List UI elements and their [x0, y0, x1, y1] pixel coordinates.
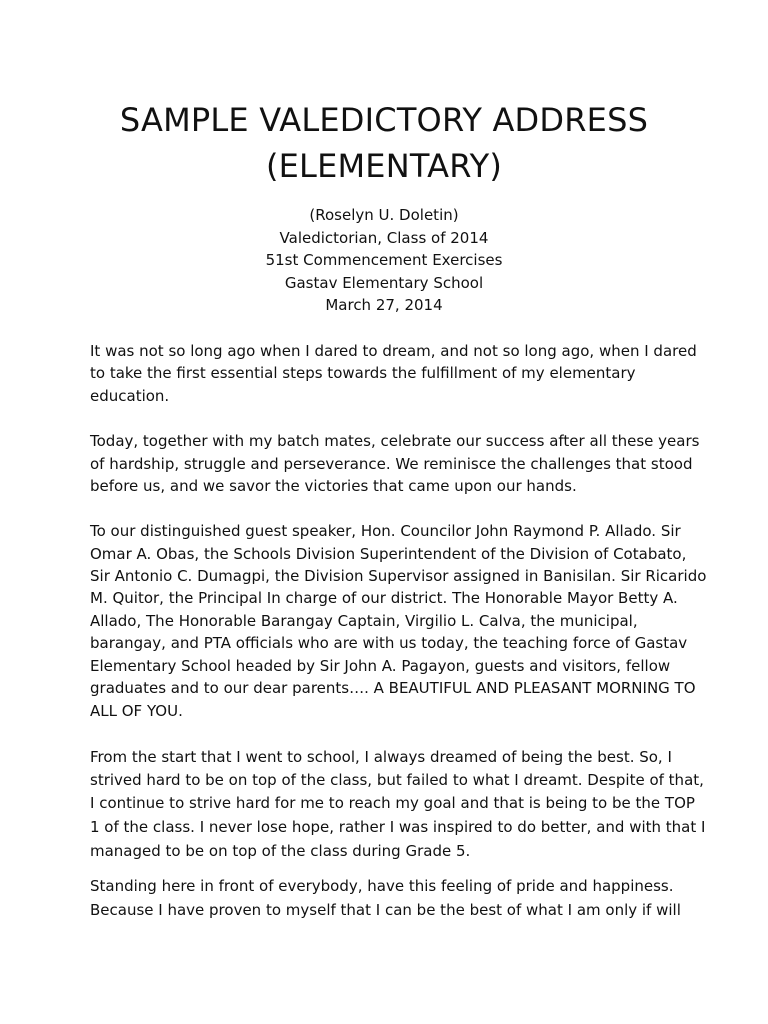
paragraph-4-line: From the start that I went to school, I always dreamed of being the best. So, I	[90, 748, 672, 766]
paragraph-1-line: It was not so long ago when I dared to dream, and not so long ago, when I dared	[90, 342, 697, 360]
paragraph-1-line: to take the first essential steps towards the fulfillment of my elementary	[90, 364, 636, 382]
paragraph-3-line: Sir Antonio C. Dumagpi, the Division Supervisor assigned in Banisilan. Sir Ricarido	[90, 567, 707, 585]
author-role: Valedictorian, Class of 2014	[279, 229, 489, 247]
paragraph-3-line: graduates and to our dear parents…. A BEAUTIFUL AND PLEASANT MORNING TO	[90, 679, 696, 697]
paragraph-4-line: 1 of the class. I never lose hope, rather I was inspired to do better, and with that I	[90, 818, 706, 836]
paragraph-3-line: barangay, and PTA officials who are with us today, the teaching force of Gastav	[90, 634, 688, 652]
paragraph-3-line: Omar A. Obas, the Schools Division Superintendent of the Division of Cotabato,	[90, 545, 687, 563]
paragraph-4-line: managed to be on top of the class during Grade 5.	[90, 842, 471, 860]
paragraph-5-line: Because I have proven to myself that I can be the best of what I am only if will	[90, 901, 681, 919]
document-title-line-1: SAMPLE VALEDICTORY ADDRESS	[119, 101, 649, 139]
event-date: March 27, 2014	[325, 296, 443, 314]
author-name: (Roselyn U. Doletin)	[309, 206, 459, 224]
paragraph-2-line: before us, and we savor the victories that came upon our hands.	[90, 477, 577, 495]
paragraph-2-line: Today, together with my batch mates, celebrate our success after all these years	[90, 432, 700, 450]
event-name: 51st Commencement Exercises	[265, 251, 503, 269]
school-name: Gastav Elementary School	[284, 274, 484, 292]
paragraph-3-line: M. Quitor, the Principal In charge of our district. The Honorable Mayor Betty A.	[90, 589, 678, 607]
paragraph-3-line: To our distinguished guest speaker, Hon. Councilor John Raymond P. Allado. Sir	[90, 522, 681, 540]
paragraph-3-line: Allado, The Honorable Barangay Captain, Virgilio L. Calva, the municipal,	[90, 612, 638, 630]
paragraph-3-line: ALL OF YOU.	[90, 702, 183, 720]
paragraph-5-line: Standing here in front of everybody, have this feeling of pride and happiness.	[90, 877, 674, 895]
paragraph-2-line: of hardship, struggle and perseverance. We reminisce the challenges that stood	[90, 455, 693, 473]
paragraph-1-line: education.	[90, 387, 170, 405]
paragraph-4-line: I continue to strive hard for me to reach my goal and that is being to be the TOP	[90, 794, 695, 812]
paragraph-3-line: Elementary School headed by Sir John A. Pagayon, guests and visitors, fellow	[90, 657, 671, 675]
document-title-line-2: (ELEMENTARY)	[265, 147, 503, 185]
paragraph-4-line: strived hard to be on top of the class, but failed to what I dreamt. Despite of that,	[90, 771, 704, 789]
